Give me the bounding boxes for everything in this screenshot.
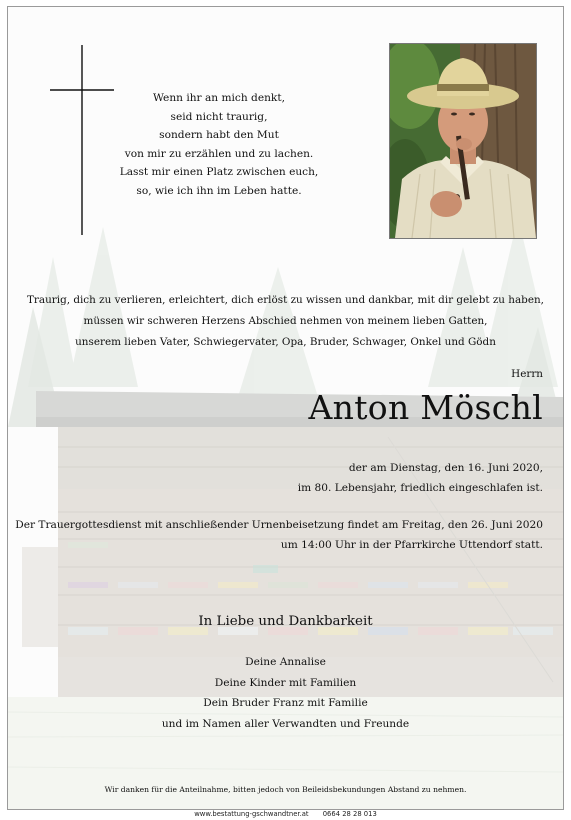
thanks-note: Wir danken für die Anteilnahme, bitten jedoch von Beileidsbekundungen Abstand zu nehmen. bbox=[104, 785, 467, 794]
phone-number: 0664 28 28 013 bbox=[322, 810, 377, 818]
service-line: Der Trauergottesdienst mit anschließender Urnenbeisetzung findet am Freitag, den 26. Juni 2020 bbox=[15, 519, 543, 531]
deceased-name: Anton Möschl bbox=[308, 388, 543, 427]
poem-line: so, wie ich ihn im Leben hatte. bbox=[136, 184, 302, 197]
mourner-line: Deine Annalise bbox=[245, 656, 326, 668]
parte-card bbox=[7, 6, 564, 810]
poem-line: sondern habt den Mut bbox=[159, 129, 279, 142]
mourner-line: Deine Kinder mit Familien bbox=[214, 676, 357, 689]
footer bbox=[0, 810, 571, 818]
poem bbox=[68, 89, 370, 201]
intro-line: müssen wir schweren Herzens Abschied nehmen von meinem lieben Gatten, bbox=[83, 315, 488, 327]
honorific: Herrn bbox=[511, 368, 543, 380]
death-line: der am Dienstag, den 16. Juni 2020, bbox=[348, 462, 543, 474]
service-line: um 14:00 Uhr in der Pfarrkirche Uttendorf statt. bbox=[280, 539, 543, 551]
intro-line: unserem lieben Vater, Schwiegervater, Opa, Bruder, Schwager, Onkel und Gödn bbox=[75, 336, 496, 348]
mourner-line: und im Namen aller Verwandten und Freunde bbox=[161, 717, 410, 730]
intro-text bbox=[20, 290, 551, 353]
funeral-service bbox=[15, 515, 543, 555]
mourner-line: Dein Bruder Franz mit Familie bbox=[203, 697, 368, 709]
portrait-photo bbox=[389, 43, 537, 239]
death-line: im 80. Lebensjahr, friedlich eingeschlafen ist. bbox=[297, 482, 543, 494]
death-notice bbox=[298, 458, 543, 498]
website-link[interactable]: www.bestattung-gschwandtner.at bbox=[194, 810, 309, 818]
poem-line: Wenn ihr an mich denkt, bbox=[153, 92, 285, 104]
poem-line: von mir zu erzählen und zu lachen. bbox=[124, 147, 314, 160]
intro-line: Traurig, dich zu verlieren, erleichtert, dich erlöst zu wissen und dankbar, mit dir gelebt zu haben, bbox=[27, 294, 544, 306]
mourners-list bbox=[8, 652, 563, 734]
closing-phrase: In Liebe und Dankbarkeit bbox=[198, 614, 373, 629]
poem-line: seid nicht traurig, bbox=[170, 110, 268, 123]
poem-line: Lasst mir einen Platz zwischen euch, bbox=[119, 166, 319, 179]
